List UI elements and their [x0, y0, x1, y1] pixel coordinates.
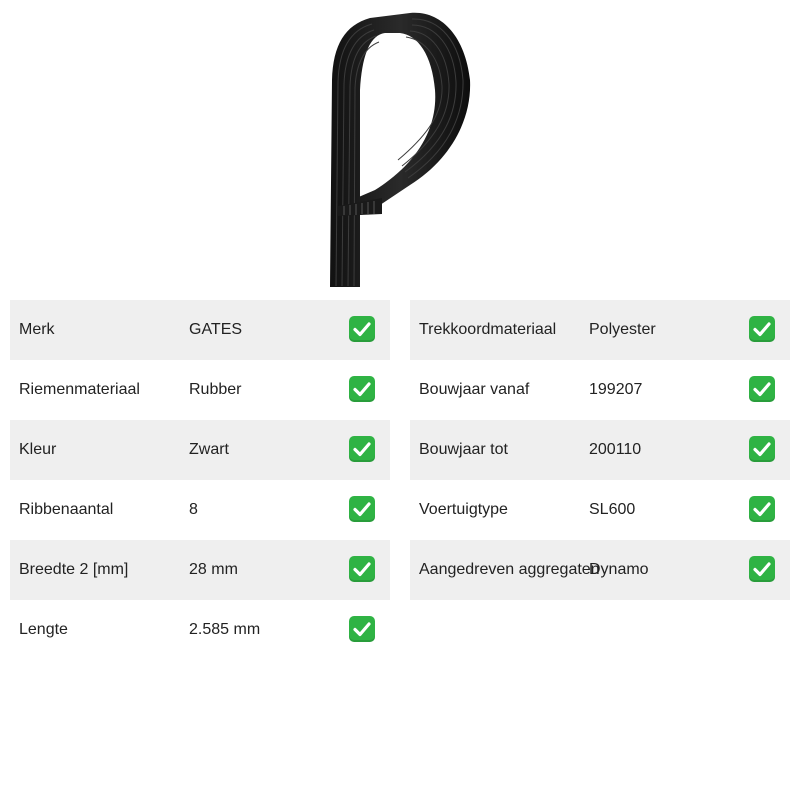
green-check-icon: [349, 616, 375, 642]
green-check-icon: [749, 436, 775, 462]
spec-value: GATES: [189, 321, 243, 338]
spec-table-left: [10, 300, 390, 660]
spec-value: SL600: [589, 501, 636, 518]
spec-row-breedte: [10, 540, 390, 600]
spec-value: 199207: [589, 381, 643, 398]
spec-value: Zwart: [189, 441, 229, 458]
spec-label: Trekkoordmateriaal: [419, 321, 557, 338]
spec-row-lengte: [10, 600, 390, 660]
spec-row-aangedreven-aggregaten: [410, 540, 790, 600]
spec-row-ribbenaantal: [10, 480, 390, 540]
spec-value: 2.585 mm: [189, 621, 261, 638]
spec-label: Kleur: [19, 441, 57, 458]
green-check-icon: [749, 316, 775, 342]
green-check-icon: [349, 376, 375, 402]
spec-row-riemenmateriaal: [10, 360, 390, 420]
spec-row-bouwjaar-vanaf: [410, 360, 790, 420]
spec-label: Breedte 2 [mm]: [19, 561, 129, 578]
spec-row-bouwjaar-tot: [410, 420, 790, 480]
spec-row-merk: [10, 300, 390, 360]
spec-value: 200110: [589, 441, 642, 458]
green-check-icon: [749, 376, 775, 402]
spec-label: Merk: [19, 321, 55, 338]
spec-value: Rubber: [189, 381, 242, 398]
green-check-icon: [749, 556, 775, 582]
spec-label: Ribbenaantal: [19, 501, 114, 518]
spec-row-kleur: [10, 420, 390, 480]
green-check-icon: [349, 436, 375, 462]
green-check-icon: [749, 496, 775, 522]
spec-table-right: [410, 300, 790, 600]
spec-row-trekkoordmateriaal: [410, 300, 790, 360]
spec-value: 8: [189, 501, 198, 518]
spec-label: Aangedreven aggregaten: [419, 561, 600, 578]
spec-label: Bouwjaar tot: [419, 441, 508, 458]
spec-label: Bouwjaar vanaf: [419, 381, 530, 398]
ribbed-v-belt-image: [300, 0, 500, 290]
green-check-icon: [349, 316, 375, 342]
spec-label: Voertuigtype: [419, 501, 508, 518]
spec-label: Riemenmateriaal: [19, 381, 140, 398]
spec-label: Lengte: [19, 621, 68, 638]
green-check-icon: [349, 556, 375, 582]
green-check-icon: [349, 496, 375, 522]
spec-value: Dynamo: [589, 561, 649, 578]
spec-row-voertuigtype: [410, 480, 790, 540]
spec-value: 28 mm: [189, 561, 238, 578]
spec-value: Polyester: [589, 321, 656, 338]
